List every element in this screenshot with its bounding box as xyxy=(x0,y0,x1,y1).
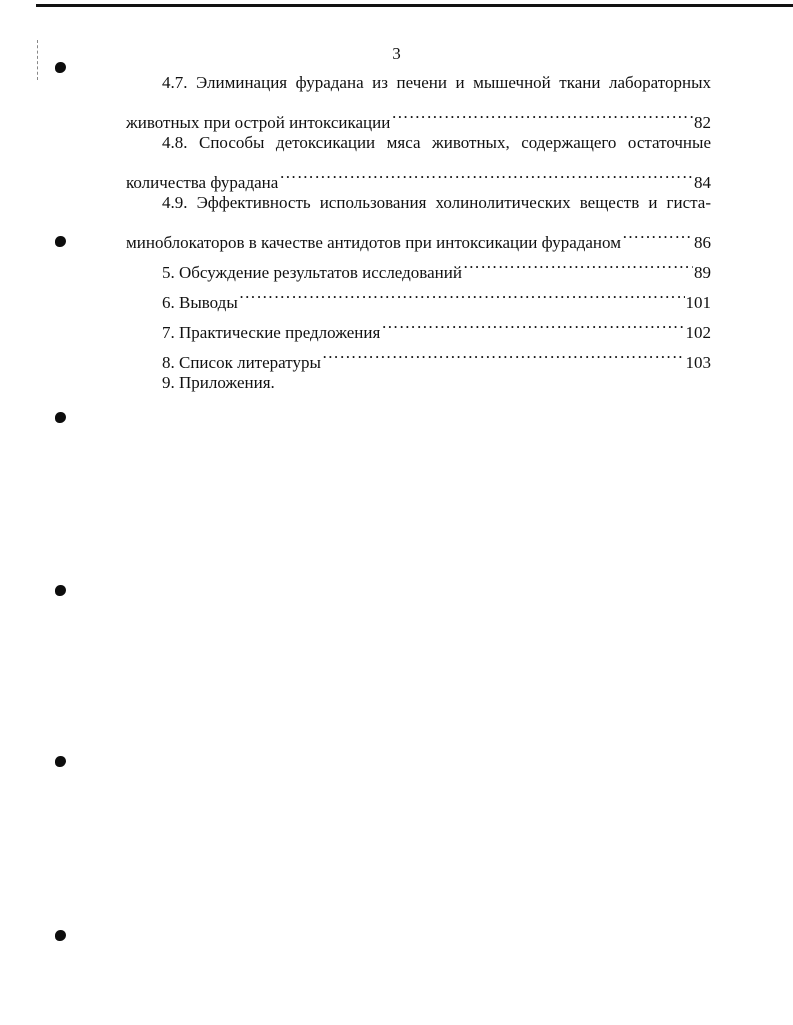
toc-entry-line: 6. Выводы xyxy=(162,293,238,312)
dot-leader xyxy=(381,308,684,338)
toc-entry-line: животных при острой интоксикации xyxy=(126,113,391,132)
toc-entry-line: миноблокаторов в качестве антидотов при интоксикации фураданом xyxy=(126,233,621,252)
toc-entry-line: 8. Список литературы xyxy=(162,353,321,372)
toc-entry-line: 4.7. Элиминация фурадана из печени и мышечной ткани лабораторных xyxy=(162,73,711,92)
toc-entry-4-8 xyxy=(126,128,711,192)
toc-entry-line: 4.8. Способы детоксикации мяса животных, содержащего остаточные xyxy=(162,133,711,152)
dot-leader xyxy=(279,158,693,188)
toc-entry-4-7 xyxy=(126,68,711,132)
punch-hole-mark xyxy=(55,412,66,423)
toc-page-number: 86 xyxy=(694,233,711,252)
dot-leader xyxy=(463,248,693,278)
toc-entry-line: 5. Обсуждение результатов исследований xyxy=(162,263,462,282)
toc-page-number: 102 xyxy=(685,323,711,342)
toc-entry-line: 7. Практические предложения xyxy=(162,323,381,342)
page-number: 3 xyxy=(392,44,401,63)
punch-hole-mark xyxy=(55,756,66,767)
punch-hole-mark xyxy=(55,236,66,247)
punch-hole-mark xyxy=(55,585,66,596)
toc-page-number: 101 xyxy=(685,293,711,312)
dot-leader xyxy=(622,218,693,248)
toc-entry-4-9 xyxy=(126,188,711,252)
dot-leader xyxy=(239,278,685,308)
toc-entry-9 xyxy=(126,368,711,398)
toc-page-number: 103 xyxy=(685,353,711,372)
toc-entry-line: количества фурадана xyxy=(126,173,279,192)
dot-leader xyxy=(391,98,693,128)
top-border-line xyxy=(36,4,793,7)
toc-page-number: 84 xyxy=(694,173,711,192)
punch-hole-mark xyxy=(55,930,66,941)
toc-page-number: 89 xyxy=(694,263,711,282)
toc-page-number: 82 xyxy=(694,113,711,132)
dot-leader xyxy=(322,338,685,368)
toc-entry-line: 4.9. Эффективность использования холинолитических веществ и гиста- xyxy=(162,193,711,212)
toc-entry-line: 9. Приложения. xyxy=(162,373,275,392)
table-of-contents xyxy=(126,68,711,398)
